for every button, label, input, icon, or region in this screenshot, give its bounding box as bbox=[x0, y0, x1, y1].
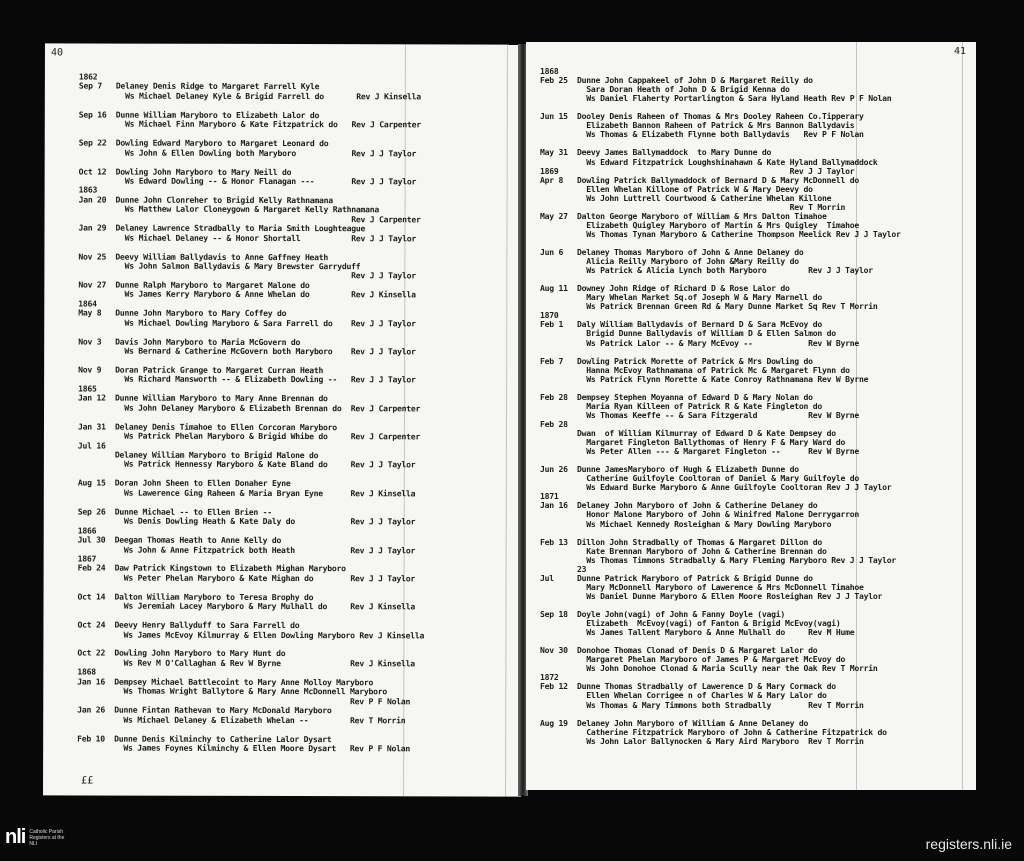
register-line: Elizabeth Quigley Maryboro of Martin & Mrs Quigley Timahoe bbox=[540, 219, 859, 230]
register-line: Ws Thomas Keeffe -- & Sara Fitzgerald Rev W Byrne bbox=[540, 409, 859, 420]
register-line: Ws John Delaney Maryboro & Elizabeth Brennan do Rev J Carpenter bbox=[78, 402, 421, 414]
register-line: Rev P F Nolan bbox=[77, 695, 411, 707]
register-line: Feb 1 Daly William Ballydavis of Bernard D & Sara McEvoy do bbox=[540, 319, 822, 330]
register-line: Sep 16 Dunne William Maryboro to Elizabeth Lalor do bbox=[78, 109, 320, 120]
register-line: Oct 22 Dowling John Maryboro to Mary Hunt do bbox=[77, 647, 286, 659]
register-line: 1866 bbox=[77, 525, 97, 536]
register-line: Ellen Whelan Killone of Patrick W & Mary Deevy do bbox=[540, 183, 813, 194]
column-rule bbox=[505, 45, 508, 797]
register-line: Ws Michael Delaney Kyle & Brigid Farrell do Rev J Kinsella bbox=[78, 90, 421, 102]
register-line: Feb 28 bbox=[540, 418, 568, 429]
register-line: Jul 30 Deegan Thomas Heath to Anne Kelly do bbox=[77, 534, 282, 546]
register-line: Oct 12 Dowling John Maryboro to Mary Neill do bbox=[78, 165, 292, 177]
register-line: Ws Michael Kennedy Rosleighan & Mary Dowling Maryboro bbox=[540, 518, 832, 529]
register-line: Ws Thomas Wright Ballytore & Mary Anne McDonnell Maryboro bbox=[77, 685, 388, 697]
register-line: Ws Peter Phelan Maryboro & Kate Mighan do Rev J J Taylor bbox=[77, 572, 416, 584]
register-line: Ws Peter Allen --- & Margaret Fingleton -- Rev W Byrne bbox=[540, 446, 859, 457]
column-rule bbox=[962, 42, 963, 790]
register-line: Ws Matthew Lalor Cloneygown & Margaret Kelly Rathnamana bbox=[78, 203, 380, 215]
register-line: 1864 bbox=[78, 298, 97, 309]
register-line: Catherine Fitzpatrick Maryboro of John & Catherine Fitzpatrick do bbox=[540, 726, 887, 737]
register-line: Rev T Morrin bbox=[540, 201, 846, 212]
register-line: Ws John & Ellen Dowling both Maryboro Rev J J Taylor bbox=[78, 147, 417, 158]
register-line: Ws Daniel Flaherty Portarlington & Sara Hyland Heath Rev P F Nolan bbox=[540, 93, 892, 104]
source-url: registers.nli.ie bbox=[925, 836, 1012, 852]
register-line: Ws Michael Dowling Maryboro & Sara Farrell do Rev J J Taylor bbox=[78, 317, 416, 329]
register-line: 1868 bbox=[540, 66, 559, 76]
register-line: 1870 bbox=[540, 310, 559, 321]
register-line: Jul 16 bbox=[77, 440, 106, 451]
register-line: 23 bbox=[540, 563, 587, 574]
register-line: Jun 6 Delaney Thomas Maryboro of John & Anne Delaney do bbox=[540, 247, 804, 257]
register-line: 1872 bbox=[540, 672, 559, 683]
register-line: Ws John Salmon Ballydavis & Mary Brewster Garryduff bbox=[78, 260, 361, 272]
register-line: 1868 bbox=[77, 666, 96, 677]
register-line: May 31 Deevy James Ballymaddock to Mary Dunne do bbox=[540, 147, 772, 158]
register-line: Sep 22 Dowling Edward Maryboro to Margaret Leonard do bbox=[78, 137, 329, 149]
register-line: Rev J J Taylor bbox=[78, 269, 416, 281]
register-line: Ws Patrick Phelan Maryboro & Brigid Whibe do Rev J Carpenter bbox=[77, 430, 421, 442]
register-line: Feb 24 Daw Patrick Kingstown to Elizabeth Mighan Maryboro bbox=[77, 562, 346, 574]
register-line: Aug 15 Doran John Sheen to Ellen Donaher Eyne bbox=[77, 477, 291, 489]
register-line: Apr 8 Dowling Patrick Ballymaddock of Bernard D & Mary McDonnell do bbox=[540, 174, 859, 185]
register-line: Ellen Whelan Corrigee n of Charles W & Mary Lalor do bbox=[540, 690, 827, 701]
register-line: Aug 11 Downey John Ridge of Richard D & Rose Lalor do bbox=[540, 283, 790, 294]
register-line: Honor Malone Maryboro of John & Winifred Malone Derrygarron bbox=[540, 509, 859, 520]
register-line: Ws Edward Dowling -- & Honor Flanagan --- Rev J J Taylor bbox=[78, 175, 417, 187]
register-line: Ws James Foynes Kilminchy & Ellen Moore Dysart Rev P F Nolan bbox=[77, 742, 411, 754]
register-line: Jan 29 Delaney Lawrence Stradbally to Maria Smith Loughteague bbox=[78, 222, 366, 234]
register-line: Margaret Fingleton Ballythomas of Henry F & Mary Ward do bbox=[540, 437, 846, 448]
register-line: Ws Patrick Hennessy Maryboro & Kate Bland do Rev J J Taylor bbox=[77, 458, 416, 470]
register-line: 1869 Rev J J Taylor bbox=[540, 165, 855, 176]
register-line: Ws Michael Delaney -- & Honor Shortall Rev J J Taylor bbox=[78, 232, 416, 243]
register-line: Ws Denis Dowling Heath & Kate Daly do Rev J J Taylor bbox=[77, 515, 416, 527]
register-line: Jan 26 Dunne Fintan Rathevan to Mary McDonald Maryboro bbox=[77, 704, 332, 716]
register-line: Maria Ryan Killeen of Patrick R & Kate Fingleton do bbox=[540, 400, 822, 411]
register-line: Ws Michael Finn Maryboro & Kate Fitzpatrick do Rev J Carpenter bbox=[78, 118, 421, 130]
register-line: Nov 3 Davis John Maryboro to Maria McGovern do bbox=[78, 336, 301, 347]
register-page-right bbox=[526, 42, 976, 790]
register-line: Ws James Kerry Maryboro & Anne Whelan do Rev J Kinsella bbox=[78, 288, 416, 300]
register-line: Ws Thomas & Elizabeth Flynne both Ballydavis Rev P F Nolan bbox=[540, 129, 864, 140]
register-line: Ws Thomas & Mary Timmons both Stradbally Rev T Morrin bbox=[540, 699, 864, 710]
register-line: 1862 bbox=[78, 71, 98, 82]
register-line: Feb 10 Dunne Denis Kilminchy to Catherine Lalor Dysart bbox=[77, 732, 332, 744]
register-line: Margaret Phelan Maryboro of James P & Margaret McEvoy do bbox=[540, 654, 846, 665]
register-line: Nov 30 Donohoe Thomas Clonad of Denis D & Margaret Lalor do bbox=[540, 645, 818, 656]
register-line: Ws Patrick Flynn Morette & Kate Conroy Rathnamana Rev W Byrne bbox=[540, 373, 869, 384]
register-line: Ws Lawerence Ging Raheen & Maria Bryan Eyne Rev J Kinsella bbox=[77, 487, 416, 499]
register-line: Dwan of William Kilmurray of Edward D & Kate Dempsey do bbox=[540, 428, 836, 438]
register-line: Ws Daniel Dunne Maryboro & Ellen Moore Rosleighan Rev J J Taylor bbox=[540, 590, 883, 601]
register-line: Sep 18 Doyle John(vagi) of John & Fanny Doyle (vagi) bbox=[540, 609, 786, 619]
register-line: Feb 25 Dunne John Cappakeel of John D & Margaret Reilly do bbox=[540, 75, 813, 86]
register-line: Ws Thomas Tynan Maryboro & Catherine Thompson Meelick Rev J J Taylor bbox=[540, 228, 901, 239]
register-line: Jan 20 Dunne John Clonreher to Brigid Kelly Rathnamana bbox=[78, 194, 333, 205]
register-line: Jan 31 Delaney Denis Timahoe to Ellen Corcoran Maryboro bbox=[77, 421, 337, 432]
register-line: Elizabeth McEvoy(vagi) of Fanton & Brigid McEvoy(vagi) bbox=[540, 618, 841, 629]
register-line: Jun 15 Dooley Denis Raheen of Thomas & Mrs Dooley Raheen Co.Tipperary bbox=[540, 111, 864, 122]
register-line: Nov 27 Dunne Ralph Maryboro to Margaret Malone do bbox=[78, 279, 310, 290]
register-line: 1865 bbox=[78, 383, 97, 394]
register-line: Rev J Carpenter bbox=[78, 213, 421, 225]
register-line: Ws Edward Burke Maryboro & Anne Guilfoyle Cooltoran Rev J J Taylor bbox=[540, 482, 892, 493]
register-line: Delaney William Maryboro to Brigid Malone do bbox=[77, 449, 319, 461]
nli-logo bbox=[5, 826, 73, 849]
register-line: Brigid Dunne Ballydavis of William D & Ellen Salmon do bbox=[540, 328, 836, 339]
bottom-mark: ££ bbox=[81, 775, 94, 787]
register-line: May 8 Dunne John Maryboro to Mary Coffey do bbox=[78, 307, 287, 319]
register-line: Ws James McEvoy Kilmurray & Ellen Dowling Maryboro Rev J Kinsella bbox=[77, 629, 425, 640]
register-page-left bbox=[43, 43, 523, 796]
register-line: Ws Patrick & Alicia Lynch both Maryboro Rev J J Taylor bbox=[540, 265, 873, 276]
register-line: Jul Dunne Patrick Maryboro of Patrick & Brigid Dunne do bbox=[540, 572, 813, 583]
register-line: Feb 28 Dempsey Stephen Moyanna of Edward D & Mary Nolan do bbox=[540, 391, 813, 402]
register-line: 1871 bbox=[540, 491, 559, 502]
register-line: Sara Doran Heath of John D & Brigid Kenna do bbox=[540, 84, 790, 95]
register-line: Ws James Tallent Maryboro & Anne Mulhall do Rev M Hume bbox=[540, 627, 855, 638]
register-line: Feb 12 Dunne Thomas Stradbally of Lawerence D & Mary Cormack do bbox=[540, 681, 836, 692]
register-line: May 27 Dalton George Maryboro of William & Mrs Dalton Timahoe bbox=[540, 210, 827, 221]
register-line: Ws John Luttrell Courtwood & Catherine Whelan Killone bbox=[540, 192, 832, 203]
register-line: Ws John Donohoe Clonad & Maria Scully near the Oak Rev T Morrin bbox=[540, 663, 878, 674]
logo-text: Catholic Parish Registers at the NLI bbox=[29, 828, 65, 847]
register-line: Mary Whelan Market Sq.of Joseph W & Mary Marnell do bbox=[540, 292, 822, 303]
register-line: Feb 7 Dowling Patrick Morette of Patrick & Mrs Dowling do bbox=[540, 355, 813, 366]
page-number-right: 41 bbox=[953, 46, 966, 57]
register-line: Mary McDonnell Maryboro of Lawerence & Mrs McDonnell Timahoe bbox=[540, 581, 864, 592]
register-line: Oct 24 Deevy Henry Ballyduff to Sara Farrell do bbox=[77, 619, 300, 631]
register-line: Ws Rev M O'Callaghan & Rev W Byrne Rev J Kinsella bbox=[77, 657, 415, 669]
register-line: Nov 9 Doran Patrick Grange to Margaret Curran Heath bbox=[78, 364, 324, 376]
register-line: Oct 14 Dalton William Maryboro to Teresa Brophy do bbox=[77, 591, 314, 602]
register-line: Ws John Lalor Ballynocken & Mary Aird Maryboro Rev T Morrin bbox=[540, 735, 864, 746]
register-line: Elizabeth Bannon Raheen of Patrick & Mrs Bannon Ballydavis bbox=[540, 120, 855, 131]
register-line: Jan 16 Dempsey Michael Battlecoint to Mary Anne Molloy Maryboro bbox=[77, 676, 374, 688]
register-line: Aug 19 Delaney John Maryboro of William & Anne Delaney do bbox=[540, 717, 809, 728]
register-line: Hanna McEvoy Rathnamana of Patrick Mc & Margaret Flynn do bbox=[540, 364, 850, 375]
register-line: Sep 26 Dunne Michael -- to Ellen Brien -- bbox=[77, 506, 272, 517]
register-line: Sep 7 Delaney Denis Ridge to Margaret Farrell Kyle bbox=[78, 80, 320, 92]
register-line: Jan 12 Dunne William Maryboro to Mary Anne Brennan do bbox=[78, 392, 328, 404]
register-line: Ws Thomas Timmons Stradbally & Mary Fleming Maryboro Rev J J Taylor bbox=[540, 554, 896, 565]
logo-mark: nli bbox=[5, 826, 26, 848]
register-line: Ws Patrick Brennan Green Rd & Mary Dunne Market Sq Rev T Morrin bbox=[540, 301, 878, 312]
register-line: Ws Jeremiah Lacey Maryboro & Mary Mulhall do Rev J Kinsella bbox=[77, 600, 415, 612]
register-line: Ws Edward Fitzpatrick Loughshinahawn & Kate Hyland Ballymaddock bbox=[540, 156, 878, 167]
register-line: Ws Bernard & Catherine McGovern both Maryboro Rev J J Taylor bbox=[78, 345, 416, 357]
register-line: Ws John & Anne Fitzpatrick both Heath Rev J J Taylor bbox=[77, 543, 416, 555]
register-line: Ws Richard Mansworth -- & Elizabeth Dowling -- Rev J J Taylor bbox=[78, 373, 416, 385]
register-line: Feb 13 Dillon John Stradbally of Thomas & Margaret Dillon do bbox=[540, 536, 822, 547]
register-line: Alicia Reilly Maryboro of John &Mary Reilly do bbox=[540, 256, 799, 267]
register-line: 1863 bbox=[78, 184, 98, 195]
register-line: Jun 26 Dunne JamesMaryboro of Hugh & Elizabeth Dunne do bbox=[540, 464, 799, 475]
register-line: 1867 bbox=[77, 553, 97, 564]
page-number-left: 40 bbox=[50, 47, 64, 59]
register-line: Jan 16 Delaney John Maryboro of John & Catherine Delaney do bbox=[540, 500, 818, 511]
register-line: Nov 25 Deevy William Ballydavis to Anne Gaffney Heath bbox=[78, 251, 329, 262]
register-line: Catherine Guilfoyle Cooltoran of Daniel & Mary Guilfoyle do bbox=[540, 473, 859, 484]
register-line: Ws Michael Delaney & Elizabeth Whelan -- Rev T Morrin bbox=[77, 714, 406, 725]
register-line: Ws Patrick Lalor -- & Mary McEvoy -- Rev W Byrne bbox=[540, 337, 859, 348]
register-line: Kate Brennan Maryboro of John & Catherine Brennan do bbox=[540, 545, 827, 556]
